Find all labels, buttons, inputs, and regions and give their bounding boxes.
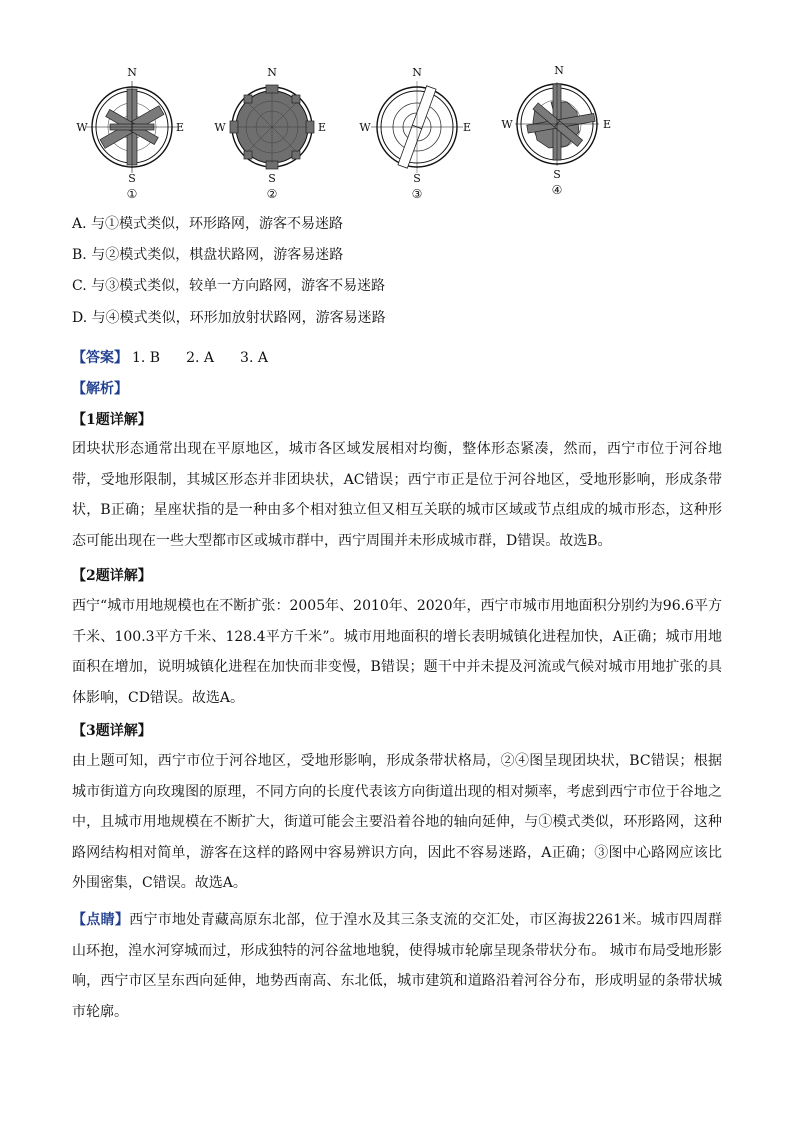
rose-3-e-label: E bbox=[462, 121, 472, 134]
rose-2-s-label: S bbox=[268, 172, 276, 185]
note-label: 【点睛】 bbox=[72, 912, 130, 928]
rose-diagram-1 bbox=[72, 62, 192, 202]
rose-4-e-label: E bbox=[602, 118, 612, 131]
rose-3-number: ③ bbox=[411, 187, 423, 201]
option-a-letter: A. bbox=[72, 216, 87, 232]
rose-3-s-label: S bbox=[413, 172, 421, 185]
q2-text: 西宁“城市用地规模也在不断扩张：2005年、2010年、2020年，西宁市城市用地面积分别约为96.6平方千米、100.3平方千米、128.4平方千米”。城市用地面积的增长表明城镇化进程加快，A正确；城市用地面积在增加，说明城镇化进程在加快而非变慢，B错误；题干中并未提及河流或气候对城市用地扩张的具体影响，CD错误。故选A。 bbox=[72, 598, 722, 706]
q3-text: 由上题可知，西宁市位于河谷地区，受地形影响，形成条带状格局，②④图呈现团块状，BC错误；根据城市街道方向玫瑰图的原理，不同方向的长度代表该方向街道出现的相对频率，考虑到西宁市位于谷地之中，且城市用地规模在不断扩大，街道可能会主要沿着谷地的轴向延伸，与①模式类似，环形路网，这种路网结构相对简单，游客在这样的路网中容易辨识方向，因此不容易迷路，A正确；③图中心路网应该比外围密集，C错误。故选A。 bbox=[72, 753, 722, 891]
option-d bbox=[72, 308, 386, 328]
rose-2-e-label: E bbox=[317, 121, 327, 134]
rose-4-n-label: N bbox=[554, 64, 564, 77]
answer-1: 1. B bbox=[132, 350, 161, 366]
rose-1-w-label: W bbox=[76, 121, 88, 134]
rose-diagram-row bbox=[72, 62, 632, 202]
rose-1-number: ① bbox=[126, 187, 138, 201]
rose-1-e-label: E bbox=[175, 121, 185, 134]
option-c-letter: C. bbox=[72, 278, 87, 294]
option-a-text: 与①模式类似，环形路网，游客不易迷路 bbox=[91, 216, 344, 232]
rose-4-s-label: S bbox=[553, 168, 561, 181]
option-c bbox=[72, 276, 385, 296]
analysis-label: 【解析】 bbox=[72, 381, 128, 397]
q2-label: 【2题详解】 bbox=[72, 568, 152, 584]
rose-1-s-label: S bbox=[128, 172, 136, 185]
rose-1-svg bbox=[72, 62, 192, 202]
rose-3-svg bbox=[357, 62, 477, 202]
rose-diagram-4 bbox=[497, 62, 617, 202]
answer-3: 3. A bbox=[240, 350, 268, 366]
answer-line bbox=[72, 348, 268, 368]
rose-2-svg bbox=[212, 62, 332, 202]
rose-diagram-3 bbox=[357, 62, 477, 202]
q1-text: 团块状形态通常出现在平原地区，城市各区域发展相对均衡，整体形态紧凑，然而，西宁市位于河谷地带，受地形限制，其城区形态并非团块状，AC错误；西宁市正是位于河谷地区，受地形影响，形成条带状，B正确；星座状指的是一种由多个相对独立但又相互关联的城市区域或节点组成的城市形态，这种形态可能出现在一些大型都市区或城市群中，西宁周围并未形成城市群，D错误。故选B。 bbox=[72, 441, 722, 549]
rose-2-w-label: W bbox=[214, 121, 226, 134]
rose-4-w-label: W bbox=[501, 118, 513, 131]
rose-3-n-label: N bbox=[412, 66, 422, 79]
option-a bbox=[72, 214, 343, 234]
q3-label: 【3题详解】 bbox=[72, 723, 152, 739]
rose-3-w-label: W bbox=[359, 121, 371, 134]
option-b-letter: B. bbox=[72, 247, 87, 263]
rose-4-number: ④ bbox=[551, 183, 563, 197]
rose-diagram-2 bbox=[212, 62, 332, 202]
note-paragraph bbox=[72, 905, 722, 1027]
option-c-text: 与③模式类似，较单一方向路网，游客不易迷路 bbox=[91, 278, 386, 294]
option-d-text: 与④模式类似，环形加放射状路网，游客易迷路 bbox=[91, 310, 386, 326]
rose-2-number: ② bbox=[266, 187, 278, 201]
rose-4-svg bbox=[497, 62, 617, 202]
option-b bbox=[72, 245, 343, 265]
option-b-text: 与②模式类似，棋盘状路网，游客易迷路 bbox=[91, 247, 344, 263]
answer-2: 2. A bbox=[186, 350, 215, 366]
rose-2-n-label: N bbox=[267, 66, 277, 79]
rose-1-n-label: N bbox=[127, 66, 137, 79]
option-d-letter: D. bbox=[72, 310, 88, 326]
q1-label: 【1题详解】 bbox=[72, 412, 152, 428]
note-text: 西宁市地处青藏高原东北部，位于湟水及其三条支流的交汇处，市区海拔2261米。城市四周群山环抱，湟水河穿城而过，形成独特的河谷盆地地貌，使得城市轮廓呈现条带状分布。 城市布局受地形影响，西宁市区呈东西向延伸，地势西南高、东北低，城市建筑和道路沿着河谷分布，形成明显的条带状城市轮廓。 bbox=[72, 912, 722, 1020]
answer-label: 【答案】 bbox=[72, 350, 128, 366]
